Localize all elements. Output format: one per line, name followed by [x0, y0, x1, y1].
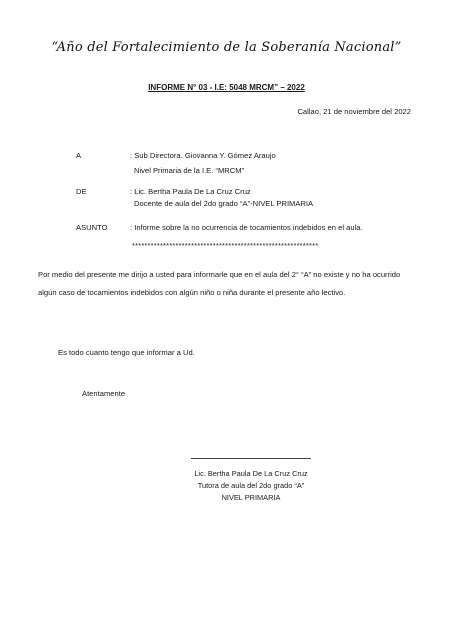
from-sender-name: : Lic. Bertha Paula De La Cruz Cruz — [130, 187, 251, 196]
report-date: Callao, 21 de noviembre del 2022 — [297, 107, 411, 116]
to-recipient-unit: Nivel Primaria de la I.E. “MRCM” — [134, 166, 245, 175]
farewell: Atentamente — [82, 389, 126, 398]
signature-line — [191, 458, 311, 459]
from-sender-role: Docente de aula del 2do grado “A”-NIVEL PRIMARIA — [134, 199, 314, 208]
body-paragraph: Por medio del presente me dirijo a usted para informarle que en el aula del 2° “A” no existe y no ha ocurrido algún caso de tocamientos indebidos con algún niño o niña durante el presente año lectivo. — [38, 270, 401, 297]
signature-level: NIVEL PRIMARIA — [221, 493, 281, 502]
to-recipient-name: : Sub Directora. Giovanna Y. Gómez Araujo — [130, 151, 276, 160]
report-title: INFORME N° 03 - I.E: 5048 MRCM” – 2022 — [148, 83, 305, 92]
motto-header: “Año del Fortalecimiento de la Soberanía Nacional” — [51, 40, 402, 55]
closing-line: Es todo cuanto tengo que informar a Ud. — [58, 348, 195, 357]
separator-stars: ************************************************************ — [132, 241, 319, 250]
signature-name: Lic. Bertha Paula De La Cruz Cruz — [194, 469, 308, 478]
subject-text: : Informe sobre la no ocurrencia de tocamientos indebidos en el aula. — [130, 223, 363, 232]
to-label: A — [76, 151, 82, 160]
signature-role: Tutora de aula del 2do grado “A” — [197, 481, 305, 490]
subject-label: ASUNTO — [76, 223, 108, 232]
from-label: DE — [76, 187, 87, 196]
